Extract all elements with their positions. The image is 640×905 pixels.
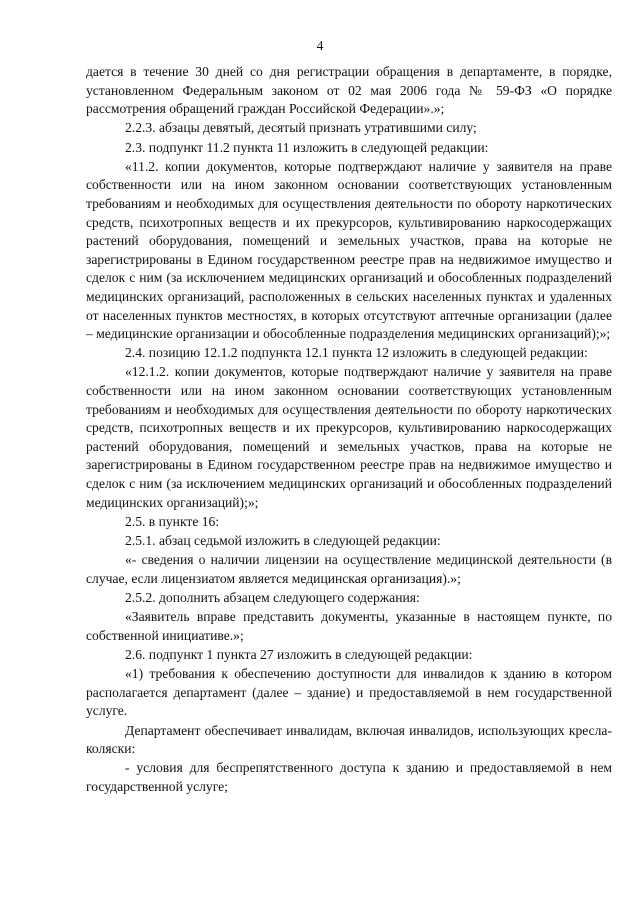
paragraph: 2.2.3. абзацы девятый, десятый признать утратившими силу; (125, 120, 477, 136)
paragraph: «- сведения о наличии лицензии на осуществление медицинской деятельности (в случае, если лицензиатом является медицинская организация).»; (86, 552, 612, 586)
paragraph: «11.2. копии документов, которые подтверждают наличие у заявителя на праве собственности или на ином законном основании соответствующих установленным требованиям и необходимых для осуществления деятельности по обороту наркотических средств, психотропных веществ и их прекурсоров, культивированию наркосодержащих растений оборудования, помещений и земельных участков, права на которые не зарегистрированы в Едином государственном реестре прав на недвижимое имущество и сделок с ним (за исключением медицинских организаций и обособленных подразделений медицинских организаций, расположенных в сельских населенных пунктах и удаленных от населенных пунктов местностях, в которых отсутствуют аптечные организации (далее – медицинские организации и обособленные подразделения медицинских организаций);»; (86, 158, 612, 342)
paragraph: 2.3. подпункт 11.2 пункта 11 изложить в следующей редакции: (125, 139, 489, 155)
paragraph: 2.4. позицию 12.1.2 подпункта 12.1 пункта 12 изложить в следующей редакции: (125, 345, 588, 361)
paragraph: 2.6. подпункт 1 пункта 27 изложить в следующей редакции: (125, 646, 473, 662)
paragraph: 2.5.1. абзац седьмой изложить в следующей редакции: (125, 533, 441, 548)
paragraph: дается в течение 30 дней со дня регистрации обращения в департаменте, в порядке, установленном Федеральным законом от 02 мая 2006 года № 59-ФЗ «О порядке рассмотрения обращений граждан Российской Федерации».»; (86, 64, 612, 117)
page-number: 4 (316, 38, 324, 53)
paragraph: 2.5. в пункте 16: (125, 513, 220, 529)
paragraph: - условия для беспрепятственного доступа к зданию и предоставляемой в нем государственной услуге; (86, 760, 612, 794)
paragraph: «Заявитель вправе представить документы, указанные в настоящем пункте, по собственной инициативе.»; (86, 609, 612, 643)
paragraph: «12.1.2. копии документов, которые подтверждают наличие у заявителя на праве собственности или на ином законном основании соответствующих установленным требованиям и необходимых для осуществления деятельности по обороту наркотических средств, психотропных веществ и их прекурсоров, культивированию наркосодержащих растений оборудования, помещений и земельных участков, права на которые не зарегистрированы в Едином государственном реестре прав на недвижимое имущество и сделок с ним (за исключением медицинских организаций и обособленных подразделений медицинских организаций);»; (86, 364, 612, 510)
paragraph: «1) требования к обеспечению доступности для инвалидов к зданию в котором располагается департамент (далее – здание) и предоставляемой в нем государственной услуге. (86, 666, 612, 719)
document-body (86, 63, 612, 797)
paragraph: 2.5.2. дополнить абзацем следующего содержания: (125, 589, 420, 605)
paragraph: Департамент обеспечивает инвалидам, включая инвалидов, использующих кресла-коляски: (86, 722, 612, 757)
